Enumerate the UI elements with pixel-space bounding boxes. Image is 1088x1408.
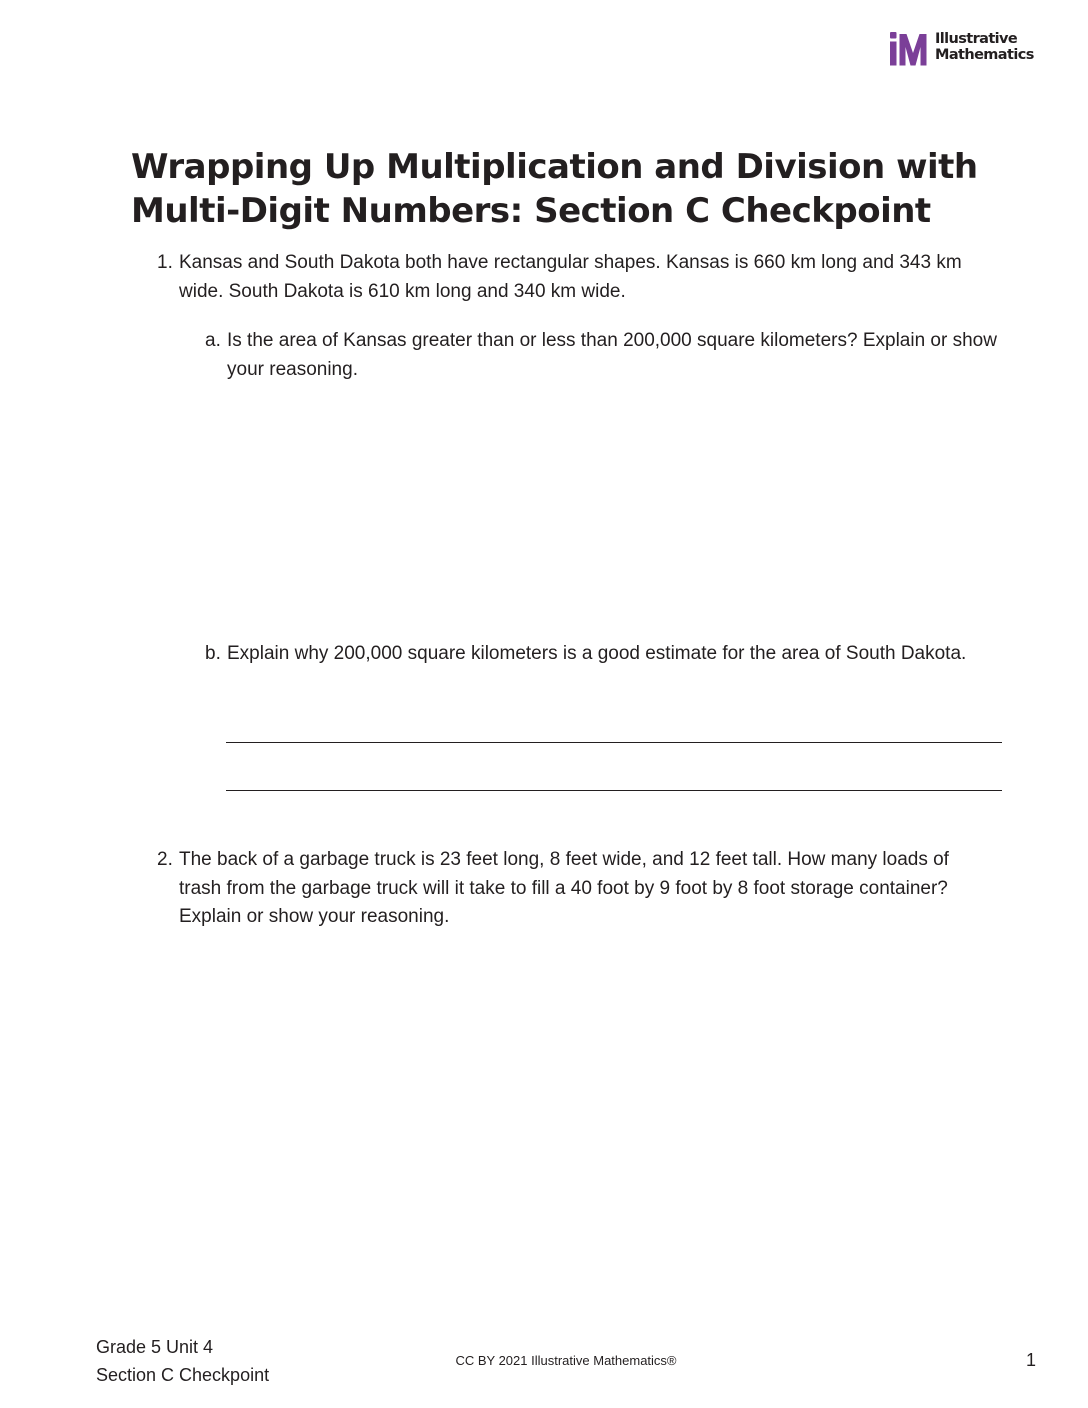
question-1-text: Kansas and South Dakota both have rectangular shapes. Kansas is 660 km long and 343 km wide. South Dakota is 610 km long and 340 km wide. <box>179 252 962 302</box>
question-2-number: 2. <box>157 849 173 870</box>
page-title: Wrapping Up Multiplication and Division with Multi-Digit Numbers: Section C Checkpoint <box>131 147 978 231</box>
question-1b <box>205 640 1012 669</box>
question-1a-letter: a. <box>205 330 221 351</box>
logo-line-1: Illustrative <box>935 31 1018 47</box>
question-1a <box>205 327 1012 384</box>
question-1-number: 1. <box>157 252 173 273</box>
answer-line[interactable] <box>226 742 1002 743</box>
footer-grade: Grade 5 Unit 4 <box>96 1337 214 1357</box>
question-1 <box>157 249 989 306</box>
illustrative-mathematics-logo <box>889 30 1049 70</box>
logo-line-2: Mathematics <box>935 47 1034 63</box>
answer-line[interactable] <box>226 790 1002 791</box>
question-2-text: The back of a garbage truck is 23 feet long, 8 feet wide, and 12 feet tall. How many loads of trash from the garbage truck will it take to fill a 40 foot by 9 foot by 8 foot storage container? Explain or show your reasoning. <box>179 849 949 927</box>
question-1a-text: Is the area of Kansas greater than or less than 200,000 square kilometers? Explain or show your reasoning. <box>227 330 997 380</box>
page-number: 1 <box>1025 1350 1036 1370</box>
footer-section: Section C Checkpoint <box>96 1365 270 1385</box>
question-1b-letter: b. <box>205 643 221 664</box>
question-1b-text: Explain why 200,000 square kilometers is a good estimate for the area of South Dakota. <box>227 643 967 664</box>
footer-course-info <box>96 1333 269 1389</box>
logo-wordmark <box>935 31 1034 63</box>
footer-license: CC BY 2021 Illustrative Mathematics® <box>455 1353 677 1368</box>
question-2 <box>157 846 989 932</box>
im-logo-icon <box>889 32 929 66</box>
